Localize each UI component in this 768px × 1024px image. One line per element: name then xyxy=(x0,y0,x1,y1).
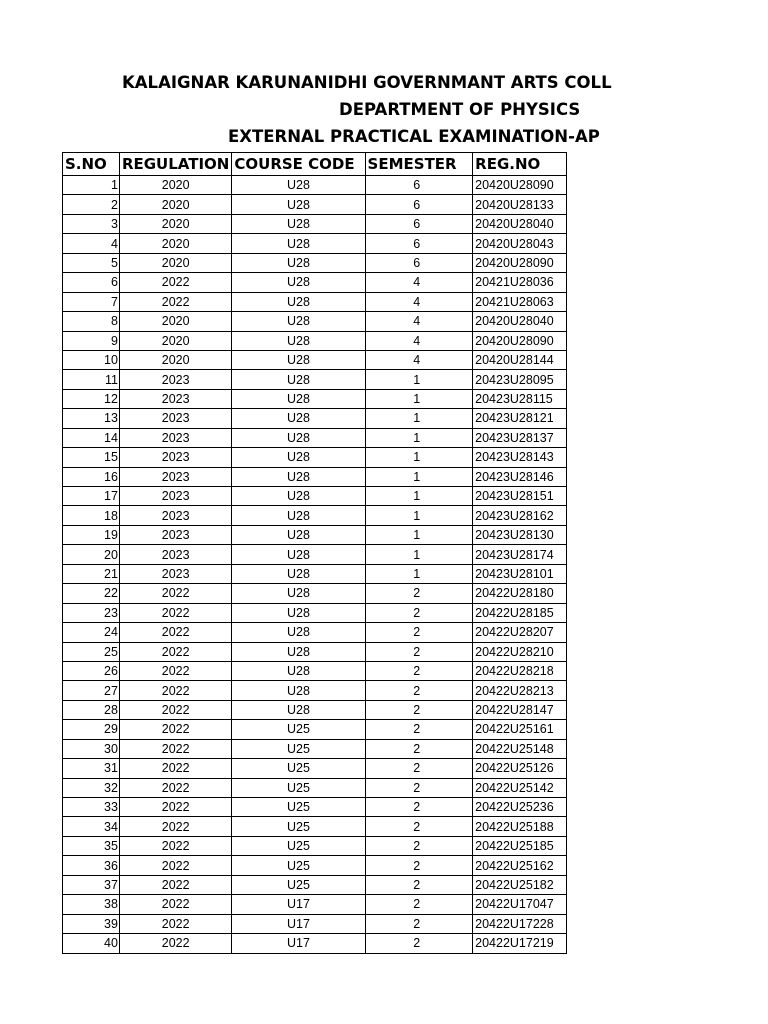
cell-sno: 34 xyxy=(63,817,120,836)
cell-course-code: U28 xyxy=(232,448,365,467)
cell-course-code: U28 xyxy=(232,545,365,564)
cell-reg-no: 20422U17047 xyxy=(473,895,567,914)
table-row xyxy=(63,856,567,875)
cell-semester: 2 xyxy=(365,661,473,680)
table-row xyxy=(63,545,567,564)
col-header-semester: SEMESTER xyxy=(365,153,473,176)
cell-course-code: U28 xyxy=(232,331,365,350)
cell-regulation: 2022 xyxy=(119,292,231,311)
table-row xyxy=(63,584,567,603)
cell-semester: 2 xyxy=(365,681,473,700)
cell-sno: 6 xyxy=(63,273,120,292)
cell-course-code: U28 xyxy=(232,350,365,369)
table-row xyxy=(63,836,567,855)
cell-sno: 9 xyxy=(63,331,120,350)
cell-reg-no: 20423U28095 xyxy=(473,370,567,389)
cell-reg-no: 20423U28146 xyxy=(473,467,567,486)
cell-reg-no: 20422U17219 xyxy=(473,934,567,953)
table-row xyxy=(63,409,567,428)
cell-course-code: U25 xyxy=(232,798,365,817)
cell-sno: 17 xyxy=(63,487,120,506)
cell-sno: 28 xyxy=(63,700,120,719)
cell-semester: 2 xyxy=(365,836,473,855)
cell-reg-no: 20423U28101 xyxy=(473,564,567,583)
cell-sno: 32 xyxy=(63,778,120,797)
table-row xyxy=(63,312,567,331)
table-row xyxy=(63,798,567,817)
cell-sno: 22 xyxy=(63,584,120,603)
cell-reg-no: 20422U28147 xyxy=(473,700,567,719)
cell-reg-no: 20421U28063 xyxy=(473,292,567,311)
table-row xyxy=(63,292,567,311)
cell-reg-no: 20423U28174 xyxy=(473,545,567,564)
cell-sno: 1 xyxy=(63,176,120,195)
cell-regulation: 2020 xyxy=(119,331,231,350)
col-header-regulation: REGULATION xyxy=(119,153,231,176)
cell-regulation: 2020 xyxy=(119,195,231,214)
cell-semester: 2 xyxy=(365,778,473,797)
cell-sno: 5 xyxy=(63,253,120,272)
cell-semester: 6 xyxy=(365,214,473,233)
cell-regulation: 2022 xyxy=(119,914,231,933)
cell-reg-no: 20422U17228 xyxy=(473,914,567,933)
cell-sno: 8 xyxy=(63,312,120,331)
cell-sno: 13 xyxy=(63,409,120,428)
table-row xyxy=(63,661,567,680)
table-row xyxy=(63,739,567,758)
cell-regulation: 2023 xyxy=(119,389,231,408)
cell-regulation: 2022 xyxy=(119,642,231,661)
exam-title: EXTERNAL PRACTICAL EXAMINATION-AP xyxy=(228,127,600,146)
cell-regulation: 2023 xyxy=(119,370,231,389)
cell-regulation: 2022 xyxy=(119,759,231,778)
cell-sno: 33 xyxy=(63,798,120,817)
col-header-course-code: COURSE CODE xyxy=(232,153,365,176)
cell-course-code: U25 xyxy=(232,778,365,797)
cell-course-code: U28 xyxy=(232,506,365,525)
cell-course-code: U28 xyxy=(232,467,365,486)
table-row xyxy=(63,700,567,719)
table-row xyxy=(63,467,567,486)
cell-reg-no: 20422U28213 xyxy=(473,681,567,700)
cell-semester: 1 xyxy=(365,467,473,486)
table-row xyxy=(63,253,567,272)
table-row xyxy=(63,817,567,836)
table-row xyxy=(63,176,567,195)
cell-semester: 2 xyxy=(365,934,473,953)
cell-course-code: U28 xyxy=(232,584,365,603)
table-row xyxy=(63,428,567,447)
table-row xyxy=(63,448,567,467)
cell-semester: 2 xyxy=(365,700,473,719)
cell-sno: 19 xyxy=(63,525,120,544)
cell-sno: 18 xyxy=(63,506,120,525)
cell-semester: 2 xyxy=(365,603,473,622)
table-body xyxy=(63,176,567,954)
cell-semester: 6 xyxy=(365,253,473,272)
table-row xyxy=(63,934,567,953)
table-row xyxy=(63,720,567,739)
cell-semester: 2 xyxy=(365,759,473,778)
cell-reg-no: 20423U28151 xyxy=(473,487,567,506)
cell-sno: 2 xyxy=(63,195,120,214)
cell-sno: 15 xyxy=(63,448,120,467)
cell-semester: 4 xyxy=(365,331,473,350)
table-row xyxy=(63,778,567,797)
cell-course-code: U25 xyxy=(232,739,365,758)
cell-course-code: U25 xyxy=(232,759,365,778)
cell-semester: 1 xyxy=(365,564,473,583)
cell-course-code: U28 xyxy=(232,389,365,408)
cell-sno: 14 xyxy=(63,428,120,447)
cell-semester: 1 xyxy=(365,389,473,408)
cell-course-code: U28 xyxy=(232,642,365,661)
cell-semester: 1 xyxy=(365,545,473,564)
table-row xyxy=(63,603,567,622)
table-row xyxy=(63,914,567,933)
cell-reg-no: 20420U28090 xyxy=(473,176,567,195)
cell-semester: 2 xyxy=(365,739,473,758)
cell-regulation: 2022 xyxy=(119,778,231,797)
cell-sno: 16 xyxy=(63,467,120,486)
cell-regulation: 2022 xyxy=(119,817,231,836)
cell-regulation: 2022 xyxy=(119,739,231,758)
table-row xyxy=(63,370,567,389)
college-name: KALAIGNAR KARUNANIDHI GOVERNMANT ARTS COLL xyxy=(122,73,612,92)
cell-regulation: 2022 xyxy=(119,681,231,700)
cell-semester: 2 xyxy=(365,895,473,914)
cell-regulation: 2023 xyxy=(119,545,231,564)
table-row xyxy=(63,350,567,369)
cell-regulation: 2023 xyxy=(119,525,231,544)
cell-regulation: 2022 xyxy=(119,934,231,953)
cell-regulation: 2022 xyxy=(119,661,231,680)
cell-regulation: 2022 xyxy=(119,875,231,894)
cell-semester: 2 xyxy=(365,914,473,933)
student-table xyxy=(62,152,567,954)
cell-reg-no: 20423U28121 xyxy=(473,409,567,428)
cell-sno: 38 xyxy=(63,895,120,914)
cell-course-code: U28 xyxy=(232,700,365,719)
cell-course-code: U28 xyxy=(232,312,365,331)
cell-reg-no: 20423U28162 xyxy=(473,506,567,525)
cell-semester: 2 xyxy=(365,584,473,603)
cell-sno: 20 xyxy=(63,545,120,564)
cell-course-code: U25 xyxy=(232,856,365,875)
cell-course-code: U17 xyxy=(232,895,365,914)
cell-regulation: 2023 xyxy=(119,506,231,525)
cell-course-code: U28 xyxy=(232,195,365,214)
cell-reg-no: 20422U28180 xyxy=(473,584,567,603)
cell-sno: 7 xyxy=(63,292,120,311)
cell-course-code: U25 xyxy=(232,817,365,836)
cell-semester: 4 xyxy=(365,292,473,311)
cell-regulation: 2022 xyxy=(119,700,231,719)
cell-reg-no: 20420U28133 xyxy=(473,195,567,214)
cell-reg-no: 20423U28130 xyxy=(473,525,567,544)
cell-semester: 2 xyxy=(365,642,473,661)
table-row xyxy=(63,487,567,506)
cell-regulation: 2022 xyxy=(119,623,231,642)
table-row xyxy=(63,564,567,583)
cell-semester: 4 xyxy=(365,273,473,292)
cell-regulation: 2020 xyxy=(119,312,231,331)
cell-reg-no: 20420U28043 xyxy=(473,234,567,253)
cell-semester: 2 xyxy=(365,875,473,894)
cell-semester: 1 xyxy=(365,448,473,467)
cell-semester: 2 xyxy=(365,623,473,642)
cell-regulation: 2020 xyxy=(119,234,231,253)
cell-regulation: 2023 xyxy=(119,428,231,447)
cell-regulation: 2023 xyxy=(119,409,231,428)
cell-reg-no: 20422U25182 xyxy=(473,875,567,894)
cell-course-code: U28 xyxy=(232,214,365,233)
cell-reg-no: 20420U28040 xyxy=(473,312,567,331)
table-row xyxy=(63,642,567,661)
table-header-row xyxy=(63,153,567,176)
cell-course-code: U28 xyxy=(232,525,365,544)
cell-course-code: U28 xyxy=(232,428,365,447)
cell-regulation: 2022 xyxy=(119,720,231,739)
cell-course-code: U28 xyxy=(232,409,365,428)
cell-course-code: U28 xyxy=(232,253,365,272)
cell-reg-no: 20422U28207 xyxy=(473,623,567,642)
cell-course-code: U28 xyxy=(232,234,365,253)
cell-regulation: 2022 xyxy=(119,273,231,292)
cell-sno: 27 xyxy=(63,681,120,700)
table-row xyxy=(63,525,567,544)
cell-regulation: 2023 xyxy=(119,564,231,583)
cell-reg-no: 20423U28143 xyxy=(473,448,567,467)
cell-semester: 1 xyxy=(365,506,473,525)
cell-reg-no: 20422U25126 xyxy=(473,759,567,778)
cell-course-code: U25 xyxy=(232,875,365,894)
cell-sno: 29 xyxy=(63,720,120,739)
cell-semester: 2 xyxy=(365,817,473,836)
cell-reg-no: 20422U25185 xyxy=(473,836,567,855)
table-row xyxy=(63,759,567,778)
cell-regulation: 2020 xyxy=(119,350,231,369)
cell-regulation: 2023 xyxy=(119,487,231,506)
cell-semester: 6 xyxy=(365,234,473,253)
cell-reg-no: 20422U28218 xyxy=(473,661,567,680)
cell-regulation: 2020 xyxy=(119,253,231,272)
cell-reg-no: 20422U25236 xyxy=(473,798,567,817)
cell-sno: 3 xyxy=(63,214,120,233)
cell-sno: 11 xyxy=(63,370,120,389)
table-row xyxy=(63,331,567,350)
cell-regulation: 2022 xyxy=(119,798,231,817)
cell-semester: 2 xyxy=(365,798,473,817)
col-header-reg-no: REG.NO xyxy=(473,153,567,176)
cell-sno: 39 xyxy=(63,914,120,933)
cell-sno: 35 xyxy=(63,836,120,855)
cell-semester: 6 xyxy=(365,176,473,195)
cell-reg-no: 20420U28090 xyxy=(473,331,567,350)
cell-sno: 37 xyxy=(63,875,120,894)
table-row xyxy=(63,214,567,233)
cell-sno: 24 xyxy=(63,623,120,642)
cell-reg-no: 20423U28137 xyxy=(473,428,567,447)
cell-course-code: U28 xyxy=(232,273,365,292)
cell-course-code: U28 xyxy=(232,564,365,583)
cell-reg-no: 20420U28144 xyxy=(473,350,567,369)
cell-course-code: U28 xyxy=(232,661,365,680)
cell-course-code: U28 xyxy=(232,292,365,311)
cell-regulation: 2023 xyxy=(119,467,231,486)
cell-reg-no: 20421U28036 xyxy=(473,273,567,292)
cell-course-code: U17 xyxy=(232,934,365,953)
cell-sno: 25 xyxy=(63,642,120,661)
cell-sno: 26 xyxy=(63,661,120,680)
cell-sno: 40 xyxy=(63,934,120,953)
cell-sno: 21 xyxy=(63,564,120,583)
cell-reg-no: 20420U28090 xyxy=(473,253,567,272)
table-row xyxy=(63,234,567,253)
cell-semester: 4 xyxy=(365,312,473,331)
cell-sno: 10 xyxy=(63,350,120,369)
cell-regulation: 2020 xyxy=(119,214,231,233)
cell-course-code: U28 xyxy=(232,487,365,506)
cell-semester: 2 xyxy=(365,856,473,875)
cell-reg-no: 20422U25162 xyxy=(473,856,567,875)
cell-sno: 23 xyxy=(63,603,120,622)
cell-sno: 36 xyxy=(63,856,120,875)
table-row xyxy=(63,273,567,292)
cell-semester: 4 xyxy=(365,350,473,369)
col-header-sno: S.NO xyxy=(63,153,120,176)
cell-semester: 1 xyxy=(365,428,473,447)
cell-semester: 1 xyxy=(365,525,473,544)
cell-regulation: 2022 xyxy=(119,584,231,603)
cell-reg-no: 20423U28115 xyxy=(473,389,567,408)
cell-regulation: 2022 xyxy=(119,895,231,914)
cell-regulation: 2020 xyxy=(119,176,231,195)
cell-course-code: U28 xyxy=(232,370,365,389)
cell-semester: 1 xyxy=(365,487,473,506)
cell-sno: 12 xyxy=(63,389,120,408)
cell-regulation: 2022 xyxy=(119,836,231,855)
table-row xyxy=(63,875,567,894)
cell-semester: 6 xyxy=(365,195,473,214)
cell-sno: 30 xyxy=(63,739,120,758)
cell-course-code: U28 xyxy=(232,176,365,195)
cell-semester: 2 xyxy=(365,720,473,739)
table-row xyxy=(63,623,567,642)
cell-regulation: 2022 xyxy=(119,856,231,875)
cell-course-code: U28 xyxy=(232,603,365,622)
cell-reg-no: 20420U28040 xyxy=(473,214,567,233)
cell-reg-no: 20422U25148 xyxy=(473,739,567,758)
cell-course-code: U25 xyxy=(232,720,365,739)
cell-course-code: U28 xyxy=(232,681,365,700)
cell-semester: 1 xyxy=(365,370,473,389)
cell-sno: 31 xyxy=(63,759,120,778)
cell-reg-no: 20422U25188 xyxy=(473,817,567,836)
cell-regulation: 2022 xyxy=(119,603,231,622)
department-name: DEPARTMENT OF PHYSICS xyxy=(339,100,581,119)
table-row xyxy=(63,681,567,700)
cell-reg-no: 20422U25161 xyxy=(473,720,567,739)
cell-reg-no: 20422U28210 xyxy=(473,642,567,661)
cell-reg-no: 20422U28185 xyxy=(473,603,567,622)
cell-sno: 4 xyxy=(63,234,120,253)
cell-course-code: U28 xyxy=(232,623,365,642)
table-row xyxy=(63,895,567,914)
cell-reg-no: 20422U25142 xyxy=(473,778,567,797)
table-row xyxy=(63,195,567,214)
cell-course-code: U17 xyxy=(232,914,365,933)
cell-semester: 1 xyxy=(365,409,473,428)
cell-regulation: 2023 xyxy=(119,448,231,467)
table-row xyxy=(63,389,567,408)
table-row xyxy=(63,506,567,525)
cell-course-code: U25 xyxy=(232,836,365,855)
